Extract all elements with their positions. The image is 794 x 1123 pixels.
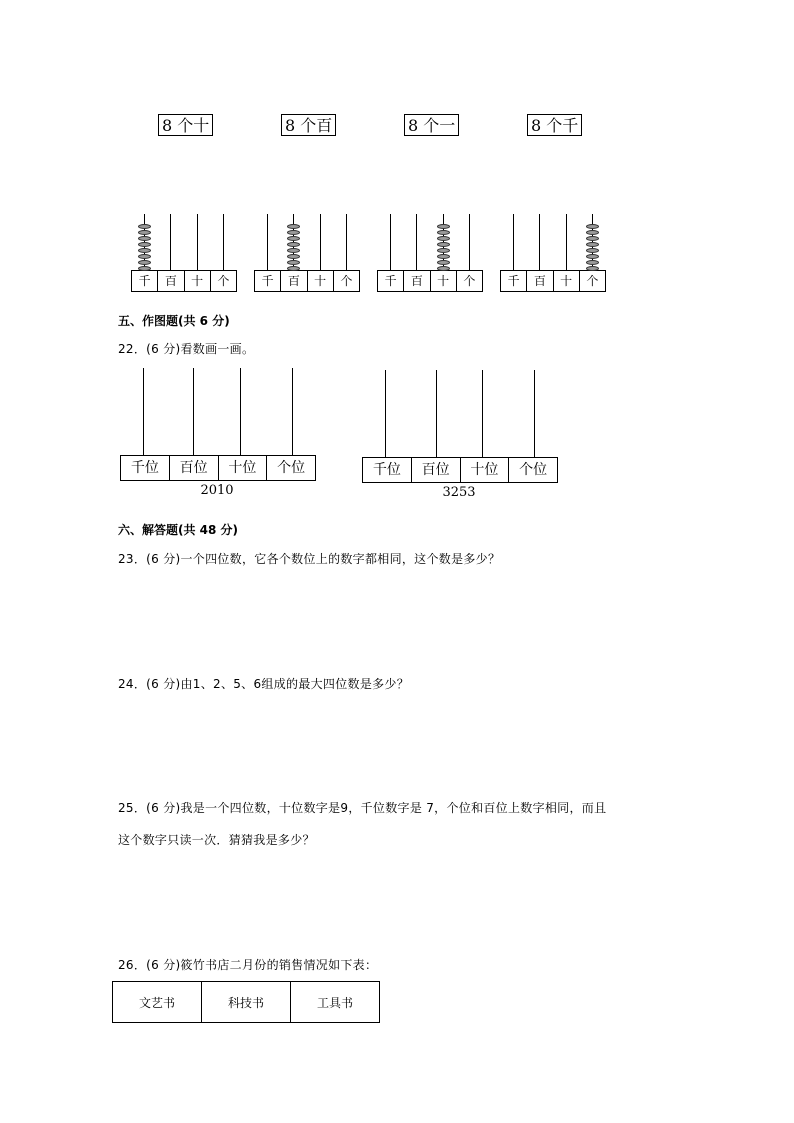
abacus-label-hundreds: 百 — [526, 271, 552, 291]
abacus-bead — [287, 254, 300, 259]
abacus-label-hundreds: 百 — [403, 271, 429, 291]
place-label-hundreds: 百位 — [169, 456, 218, 480]
place-label-thousands: 千位 — [372, 462, 401, 478]
abacus-bead — [437, 248, 450, 253]
abacus-bead — [586, 230, 599, 235]
abacus-bead — [586, 254, 599, 259]
abacus-bead — [586, 266, 599, 271]
abacus-bead — [437, 266, 450, 271]
question-25-line-2: 这个数字只读一次．猜猜我是多少？ — [118, 833, 315, 847]
abacus-label-tens: 十 — [307, 271, 333, 291]
place-value-number-1: 2010 — [200, 483, 234, 498]
abacus-label-thousands: 千 — [138, 274, 151, 288]
abacus-bead — [287, 224, 300, 229]
section-6-title: 六、解答题(共 48 分) — [118, 523, 239, 537]
abacus-label-ones: 个 — [210, 271, 236, 291]
abacus-bead — [138, 248, 151, 253]
question-24: 24．(6 分)由1、2、5、6组成的最大四位数是多少？ — [118, 677, 410, 691]
place-label-tens: 十位 — [218, 456, 267, 480]
abacus-bead — [138, 242, 151, 247]
place-value-number-2: 3253 — [442, 485, 476, 500]
table-row — [113, 982, 380, 1023]
abacus-bead — [287, 230, 300, 235]
abacus-bead — [437, 230, 450, 235]
abacus-label-thousands: 千 — [384, 274, 397, 288]
question-26: 26．(6 分)筱竹书店二月份的销售情况如下表： — [118, 958, 378, 972]
abacus-bead — [437, 254, 450, 259]
number-card-2: 8 个百 — [281, 114, 336, 136]
abacus-bead — [287, 266, 300, 271]
abacus-label-tens: 十 — [184, 271, 210, 291]
place-label-hundreds: 百位 — [411, 458, 460, 482]
abacus-bead — [437, 242, 450, 247]
abacus-bead — [138, 230, 151, 235]
abacus-4 — [500, 214, 606, 292]
question-25-line-1: 25．(6 分)我是一个四位数，十位数字是9，千位数字是 7，个位和百位上数字相同，而且 — [118, 801, 607, 815]
table-header-science: 科技书 — [202, 982, 291, 1023]
abacus-bead — [138, 266, 151, 271]
abacus-label-ones: 个 — [456, 271, 482, 291]
abacus-bead — [287, 248, 300, 253]
abacus-bead — [138, 236, 151, 241]
question-23: 23．(6 分)一个四位数，它各个数位上的数字都相同，这个数是多少？ — [118, 552, 501, 566]
sales-table — [112, 981, 380, 1023]
abacus-bead — [138, 260, 151, 265]
section-5-title: 五、作图题(共 6 分) — [118, 314, 230, 328]
abacus-label-ones: 个 — [579, 271, 605, 291]
abacus-bead — [287, 236, 300, 241]
abacus-bead — [586, 242, 599, 247]
number-card-3: 8 个一 — [404, 114, 459, 136]
abacus-bead — [287, 260, 300, 265]
place-label-thousands: 千位 — [130, 460, 159, 476]
abacus-label-hundreds: 百 — [280, 271, 306, 291]
abacus-bead — [138, 224, 151, 229]
question-22: 22．(6 分)看数画一画。 — [118, 342, 255, 356]
abacus-bead — [437, 260, 450, 265]
abacus-bead — [586, 260, 599, 265]
number-card-4: 8 个千 — [527, 114, 582, 136]
abacus-bead — [586, 224, 599, 229]
abacus-label-thousands: 千 — [261, 274, 274, 288]
abacus-label-ones: 个 — [333, 271, 359, 291]
abacus-bead — [437, 224, 450, 229]
abacus-bead — [586, 236, 599, 241]
place-value-chart-2 — [362, 370, 556, 502]
abacus-bead — [287, 242, 300, 247]
abacus-label-thousands: 千 — [507, 274, 520, 288]
abacus-bead — [586, 248, 599, 253]
abacus-2 — [254, 214, 360, 292]
place-label-tens: 十位 — [460, 458, 509, 482]
abacus-label-hundreds: 百 — [157, 271, 183, 291]
table-header-reference: 工具书 — [291, 982, 380, 1023]
abacus-1 — [131, 214, 237, 292]
number-card-1: 8 个十 — [158, 114, 213, 136]
abacus-bead — [138, 254, 151, 259]
place-value-chart-1 — [120, 368, 314, 498]
place-label-ones: 个位 — [508, 458, 557, 482]
abacus-label-tens: 十 — [553, 271, 579, 291]
place-label-ones: 个位 — [266, 456, 315, 480]
abacus-bead — [437, 236, 450, 241]
table-header-literature: 文艺书 — [113, 982, 202, 1023]
abacus-label-tens: 十 — [430, 271, 456, 291]
abacus-3 — [377, 214, 483, 292]
